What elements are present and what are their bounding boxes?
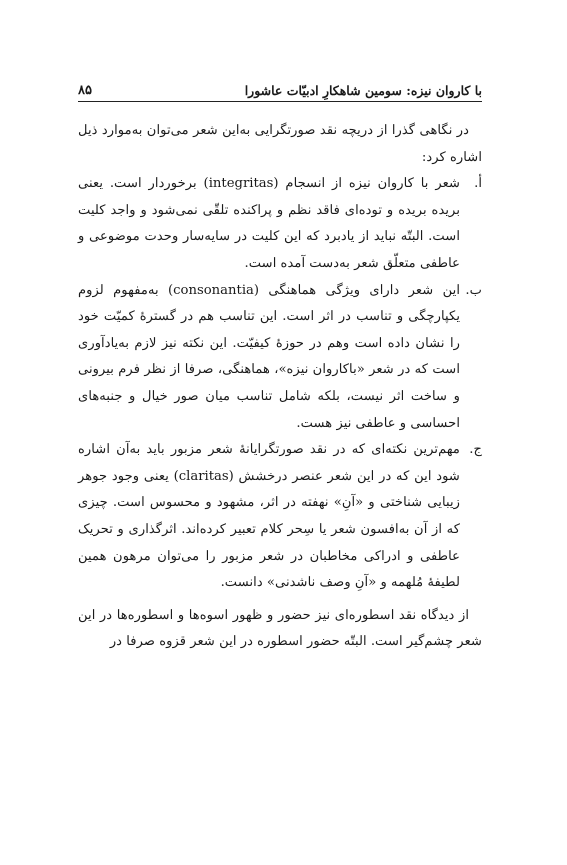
page-body [78,118,482,656]
header-title: با کاروان نیزه: سومین شاهکارِ ادبیّات عاشورا [244,83,482,98]
outro-paragraph: از دیدگاه نقد اسطوره‌ای نیز حضور و ظهور اسوه‌ها و اسطوره‌ها در این شعر چشم‌گیر است. البتّه حضور اسطوره در این شعر قزوه صرفا در [78,607,482,650]
list-item-text: مهم‌ترین نکته‌ای که در نقد صورتگرایانۀ شعر مزبور باید به‌آن اشاره شود این که در این شعر عنصر درخشش (claritas) یعنی وجود جوهر زیبایی شناختی و «آنِ» نهفته در اثر، مشهود و محسوس است. چیزی که از آن به‌افسون شعر یا سِحر کلام تعبیر کرده‌اند. اثرگذاری و تحریک عاطفی و ادراکی مخاطبان در شعر مزبور را می‌توان مرهون همین لطیفۀ مُلهمه و «آنِ وصف ناشدنی» دانست. [78,442,460,591]
running-header [78,76,482,98]
list-marker: أ. [474,176,482,192]
header-rule [78,101,482,102]
list-marker: ج. [469,442,482,458]
list-item-jim [78,437,482,597]
list-marker: ب. [465,282,482,298]
list-item-text: این شعر دارای ویژگی هماهنگی (consonantia) به‌مفهوم لزوم یکپارچگی و تناسب در اثر است. این تناسب هم در گسترۀ کمیّت خود را نشان داده است وهم در حوزۀ کیفیّت. این نکته نیز لازم به‌یادآوری است که در شعر «باکاروان نیزه»، هماهنگی، صرفا از نظر فرم بیرونی و ساخت اثر نیست، بلکه شامل تناسب میان صور خیال و جنبه‌های احساسی و عاطفی نیز هست. [78,282,461,431]
intro-paragraph: در نگاهی گذرا از دریچه نقد صورتگرایی به‌این شعر می‌توان به‌موارد ذیل اشاره کرد: [78,123,482,165]
list-item-text: شعر با کاروان نیزه از انسجام (integritas) برخوردار است. یعنی بریده بریده و توده‌ای فاقد نظم و پراکنده تلقّی نمی‌شود و واجد کلیت است. البتّه نباید از یادبرد که این کلیت در سایه‌سار وحدت موضوعی و عاطفی متعلّق شعر به‌دست آمده است. [78,176,461,271]
list-item-be [78,278,482,438]
list-item-alef [78,171,482,277]
page-number: ۸۵ [78,83,92,98]
